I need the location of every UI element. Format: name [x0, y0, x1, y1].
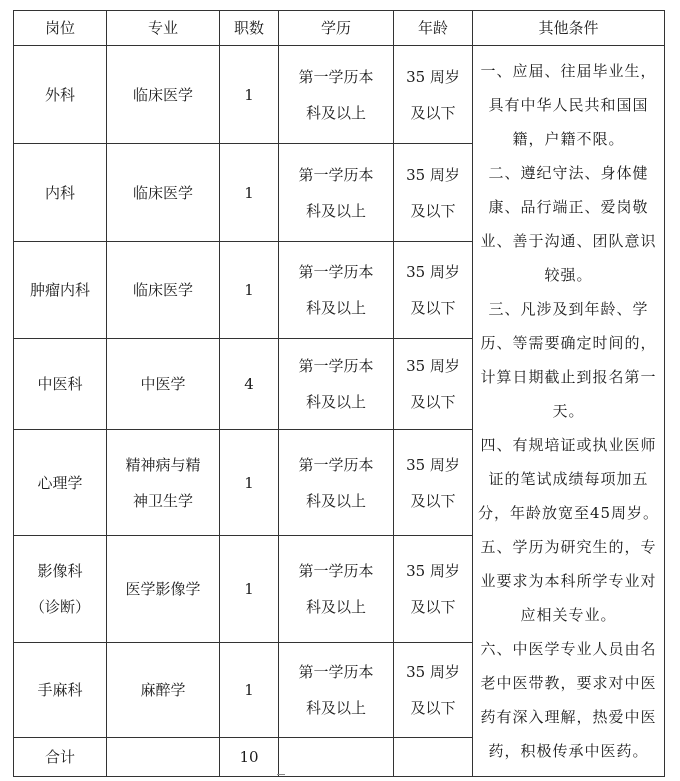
age-line: 及以下 [410, 393, 456, 411]
condition-item: 二、遵纪守法、身体健康、品行端正、爱岗敬业、善于沟通、团队意识较强。 [480, 164, 657, 284]
count-cell: 1 [220, 144, 279, 242]
post-cell: 手麻科 [14, 643, 107, 738]
major-cell: 医学影像学 [107, 536, 220, 643]
education-line: 科及以上 [305, 103, 366, 122]
header-age: 年龄 [394, 11, 473, 46]
post-line: 影像科 [37, 562, 83, 580]
major-cell: 麻醉学 [107, 643, 220, 738]
recruitment-table [13, 10, 665, 777]
table-row [14, 46, 665, 144]
major-line: 神卫生学 [132, 491, 193, 510]
age-line: 35 周岁 [406, 263, 460, 281]
age-line: 及以下 [410, 598, 456, 616]
age-cell [394, 46, 473, 144]
total-empty-cell [279, 738, 394, 777]
education-cell [279, 46, 394, 144]
education-line: 科及以上 [305, 598, 366, 616]
education-line: 第一学历本 [298, 165, 374, 184]
education-cell [279, 339, 394, 430]
education-line: 第一学历本 [298, 67, 374, 86]
education-line: 第一学历本 [298, 455, 374, 474]
major-cell: 临床医学 [107, 144, 220, 242]
total-empty-cell [394, 738, 473, 777]
age-cell [394, 144, 473, 242]
post-cell: 内科 [14, 144, 107, 242]
condition-item: 一、应届、往届毕业生，具有中华人民共和国国籍，户籍不限。 [480, 62, 657, 148]
age-line: 35 周岁 [406, 562, 460, 580]
age-line: 及以下 [410, 699, 456, 717]
age-line: 35 周岁 [406, 455, 460, 474]
age-line: 及以下 [410, 103, 456, 122]
age-line: 35 周岁 [406, 357, 460, 375]
condition-item: 五、学历为研究生的，专业要求为本科所学专业对应相关专业。 [480, 538, 657, 624]
condition-item: 三、凡涉及到年龄、学历、等需要确定时间的，计算日期截止到报名第一天。 [480, 300, 657, 420]
post-cell [14, 536, 107, 643]
age-line: 及以下 [410, 491, 456, 510]
age-line: 35 周岁 [406, 67, 460, 86]
major-cell: 临床医学 [107, 46, 220, 144]
major-cell: 临床医学 [107, 242, 220, 339]
age-cell [394, 430, 473, 536]
total-label: 合计 [14, 738, 107, 777]
count-cell: 1 [220, 643, 279, 738]
age-cell [394, 536, 473, 643]
count-cell: 4 [220, 339, 279, 430]
age-cell [394, 339, 473, 430]
education-line: 科及以上 [305, 393, 366, 411]
education-line: 第一学历本 [298, 357, 374, 375]
major-line: 精神病与精 [125, 455, 201, 474]
header-major: 专业 [107, 11, 220, 46]
condition-item: 四、有规培证或执业医师证的笔试成绩每项加五分，年龄放宽至45周岁。 [477, 436, 660, 522]
age-line: 35 周岁 [406, 663, 460, 681]
education-line: 科及以上 [305, 699, 366, 717]
education-cell [279, 144, 394, 242]
post-cell: 心理学 [14, 430, 107, 536]
education-line: 科及以上 [305, 201, 366, 220]
age-cell [394, 242, 473, 339]
major-cell [107, 430, 220, 536]
page-mark [277, 774, 285, 778]
count-cell: 1 [220, 242, 279, 339]
education-line: 科及以上 [305, 299, 366, 317]
education-line: 第一学历本 [298, 263, 374, 281]
total-empty-cell [107, 738, 220, 777]
count-cell: 1 [220, 46, 279, 144]
header-conditions: 其他条件 [473, 11, 665, 46]
conditions-cell [473, 46, 665, 777]
header-post: 岗位 [14, 11, 107, 46]
major-cell: 中医学 [107, 339, 220, 430]
total-count: 10 [220, 738, 279, 777]
post-cell: 肿瘤内科 [14, 242, 107, 339]
education-line: 科及以上 [305, 491, 366, 510]
post-cell: 中医科 [14, 339, 107, 430]
condition-item: 六、中医学专业人员由名老中医带教，要求对中医药有深入理解，热爱中医药，积极传承中医药。 [480, 640, 657, 760]
age-cell [394, 643, 473, 738]
header-row [14, 11, 665, 46]
age-line: 35 周岁 [406, 165, 460, 184]
education-cell [279, 536, 394, 643]
education-cell [279, 643, 394, 738]
age-line: 及以下 [410, 299, 456, 317]
education-cell [279, 242, 394, 339]
education-line: 第一学历本 [298, 562, 374, 580]
age-line: 及以下 [410, 201, 456, 220]
post-line: （诊断） [29, 598, 90, 616]
post-cell: 外科 [14, 46, 107, 144]
education-cell [279, 430, 394, 536]
count-cell: 1 [220, 430, 279, 536]
header-education: 学历 [279, 11, 394, 46]
count-cell: 1 [220, 536, 279, 643]
header-count: 职数 [220, 11, 279, 46]
education-line: 第一学历本 [298, 663, 374, 681]
